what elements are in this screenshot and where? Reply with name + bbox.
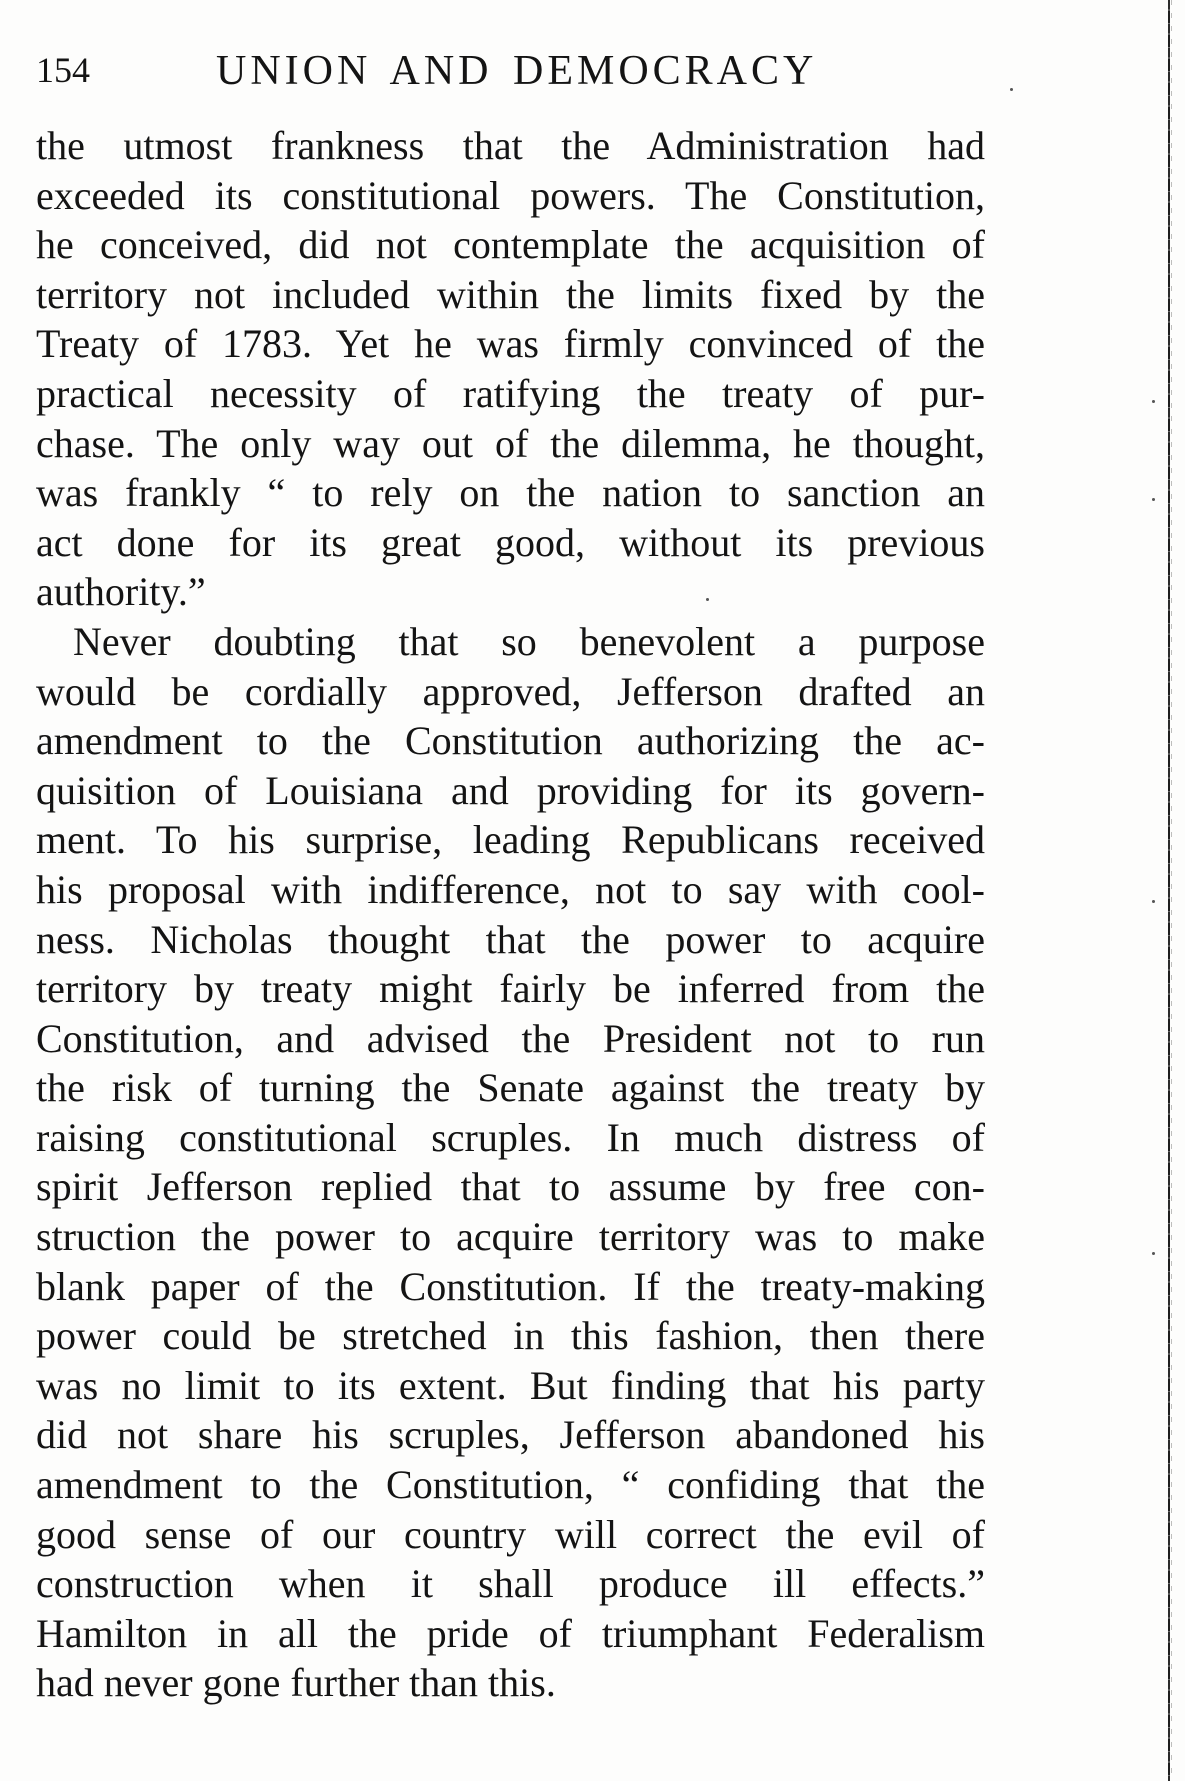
text-line: Constitution, and advised the President not to run (36, 1015, 985, 1061)
text-line: Hamilton in all the pride of triumphant Federalism (36, 1610, 985, 1656)
text-line: territory by treaty might fairly be inferred from the (36, 966, 985, 1012)
paragraph-1 (36, 121, 985, 617)
text-line: exceeded its constitutional powers. The Constitution, (36, 172, 985, 218)
text-line: act done for its great good, without its previous (36, 519, 985, 565)
text-line: Treaty of 1783. Yet he was firmly convinced of the (36, 321, 985, 367)
scan-speck (1152, 900, 1155, 903)
text-line: was no limit to its extent. But finding that his party (36, 1362, 985, 1408)
text-line: blank paper of the Constitution. If the treaty-making (36, 1263, 985, 1309)
page-edge-shadow (1171, 0, 1172, 1781)
text-line: ness. Nicholas thought that the power to acquire (36, 916, 985, 962)
text-line: ment. To his surprise, leading Republicans received (36, 817, 985, 863)
text-line: had never gone further than this. (36, 1660, 556, 1706)
text-line: construction when it shall produce ill effects.” (36, 1561, 985, 1607)
text-line: he conceived, did not contemplate the acquisition of (36, 222, 985, 268)
paragraph-2 (36, 617, 985, 1708)
text-line: the risk of turning the Senate against the treaty by (36, 1065, 985, 1111)
text-line: amendment to the Constitution authorizing the ac- (36, 718, 985, 764)
text-line: the utmost frankness that the Administration had (36, 123, 985, 168)
text-line: amendment to the Constitution, “ confiding that the (36, 1462, 985, 1508)
text-line: territory not included within the limits fixed by the (36, 271, 985, 317)
text-line: quisition of Louisiana and providing for its govern- (36, 767, 985, 813)
scan-speck (1010, 88, 1013, 91)
scan-speck (1152, 498, 1155, 501)
scan-speck (1152, 400, 1155, 403)
text-line: did not share his scruples, Jefferson abandoned his (36, 1412, 985, 1458)
scan-speck (1152, 1252, 1155, 1255)
text-line: raising constitutional scruples. In much distress of (36, 1114, 985, 1160)
running-head: UNION AND DEMOCRACY (216, 48, 818, 94)
scan-speck (706, 598, 709, 601)
text-line: practical necessity of ratifying the treaty of pur- (36, 370, 985, 416)
page-number: 154 (36, 50, 90, 90)
body-text (36, 121, 985, 1708)
text-line: spirit Jefferson replied that to assume by free con- (36, 1164, 985, 1210)
page-edge-line (1168, 0, 1170, 1781)
text-line: good sense of our country will correct the evil of (36, 1511, 985, 1557)
text-line: chase. The only way out of the dilemma, he thought, (36, 420, 985, 466)
text-line: was frankly “ to rely on the nation to sanction an (36, 470, 985, 516)
text-line: would be cordially approved, Jefferson drafted an (36, 668, 985, 714)
text-line: his proposal with indifference, not to say with cool- (36, 866, 985, 912)
text-line: struction the power to acquire territory was to make (36, 1214, 985, 1260)
text-line: authority.” (36, 569, 206, 615)
text-line: Never doubting that so benevolent a purpose (73, 618, 985, 664)
text-line: power could be stretched in this fashion, then there (36, 1313, 985, 1359)
